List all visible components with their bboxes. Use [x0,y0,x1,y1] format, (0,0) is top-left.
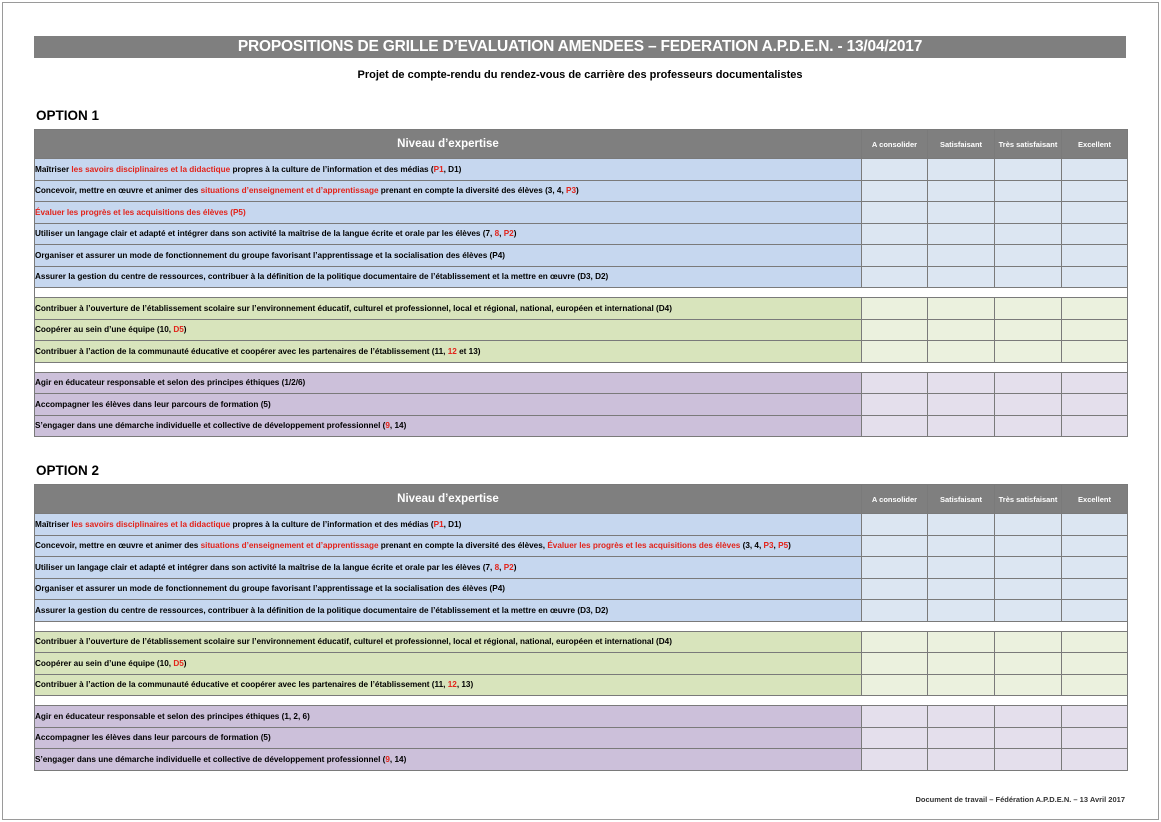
criterion-label [35,727,862,749]
criterion-text: Maîtriser [35,519,72,529]
rating-cell[interactable] [862,557,928,579]
criterion-row [35,245,1128,267]
rating-cell[interactable] [1062,749,1128,771]
criterion-label [35,600,862,622]
rating-cell[interactable] [995,631,1062,653]
rating-cell[interactable] [995,415,1062,437]
option-1-title: OPTION 1 [36,108,100,123]
rating-cell[interactable] [862,706,928,728]
rating-cell[interactable] [1062,514,1128,536]
criterion-text: S’engager dans une démarche individuelle et collective de développement professionnel ( [35,754,386,764]
criterion-row [35,394,1128,416]
rating-cell[interactable] [1062,202,1128,224]
criterion-row [35,415,1128,437]
criterion-label [35,372,862,394]
rating-cell[interactable] [1062,653,1128,675]
criterion-label [35,159,862,181]
rating-cell[interactable] [1062,372,1128,394]
criterion-text: , 13) [456,680,474,690]
rating-cell[interactable] [995,202,1062,224]
criterion-row [35,319,1128,341]
highlighted-text: P3 [763,541,774,551]
criterion-text: ) [513,229,517,239]
option-2-grid [34,484,1128,771]
criterion-label [35,578,862,600]
rating-cell[interactable] [928,706,995,728]
criterion-row [35,653,1128,675]
rating-cell[interactable] [862,266,928,288]
document-title: PROPOSITIONS DE GRILLE D’EVALUATION AMENDEES – FEDERATION A.P.D.E.N. - 13/04/2017 [34,36,1126,58]
rating-cell[interactable] [1062,223,1128,245]
criterion-text: prenant en compte la diversité des élèves, [378,541,548,551]
criterion-label [35,514,862,536]
group-spacer [35,696,1128,706]
criterion-row [35,706,1128,728]
grid-header-row [35,485,1128,514]
rating-cell[interactable] [862,298,928,320]
rating-cell[interactable] [995,674,1062,696]
rating-cell[interactable] [995,319,1062,341]
criterion-text: Contribuer à l’ouverture de l’établissement scolaire sur l’environnement éducatif, culturel et professionnel, local et régional, national, européen et international (D4) [35,637,672,647]
highlighted-text: 8 [494,562,500,572]
criterion-row [35,514,1128,536]
rating-cell[interactable] [928,727,995,749]
rating-cell[interactable] [1062,557,1128,579]
criterion-text: S’engager dans une démarche individuelle et collective de développement professionnel ( [35,421,386,431]
criterion-label [35,319,862,341]
rating-cell[interactable] [862,600,928,622]
rating-cell[interactable] [1062,600,1128,622]
criterion-text: (3, 4, [740,541,764,551]
criterion-text: , 14) [389,421,407,431]
rating-cell[interactable] [862,749,928,771]
criterion-text: ) [183,658,187,668]
criterion-label [35,202,862,224]
rating-cell[interactable] [995,535,1062,557]
criterion-row [35,223,1128,245]
level-header: A consolider [862,130,928,159]
criterion-label [35,266,862,288]
rating-cell[interactable] [928,266,995,288]
group-spacer [35,288,1128,298]
rating-cell[interactable] [1062,319,1128,341]
rating-cell[interactable] [862,535,928,557]
rating-cell[interactable] [995,245,1062,267]
rating-cell[interactable] [928,674,995,696]
rating-cell[interactable] [862,341,928,363]
criterion-label [35,245,862,267]
criterion-label [35,631,862,653]
rating-cell[interactable] [1062,394,1128,416]
criterion-label [35,415,862,437]
highlighted-text: les savoirs disciplinaires et la didactique [71,164,231,174]
rating-cell[interactable] [862,653,928,675]
criterion-label [35,749,862,771]
criterion-text: et 13) [456,346,481,356]
level-header: Très satisfaisant [995,130,1062,159]
highlighted-text: Évaluer les progrès et les acquisitions des élèves [547,541,741,551]
criterion-row [35,578,1128,600]
criterion-row [35,180,1128,202]
rating-cell[interactable] [1062,578,1128,600]
criterion-text: Concevoir, mettre en œuvre et animer des [35,541,201,551]
criterion-text: ) [513,562,517,572]
criterion-row [35,600,1128,622]
rating-cell[interactable] [928,180,995,202]
criterion-text: , [773,541,779,551]
rating-cell[interactable] [1062,727,1128,749]
rating-cell[interactable] [1062,674,1128,696]
rating-cell[interactable] [928,159,995,181]
criterion-text: Organiser et assurer un mode de fonctionnement du groupe favorisant l’apprentissage et la socialisation des élèves (P4) [35,250,506,260]
criterion-text: , D1) [443,164,462,174]
criterion-row [35,159,1128,181]
option-2-title: OPTION 2 [36,463,100,478]
rating-cell[interactable] [995,180,1062,202]
rating-cell[interactable] [995,600,1062,622]
criterion-text: Concevoir, mettre en œuvre et animer des [35,186,201,196]
rating-cell[interactable] [1062,631,1128,653]
rating-cell[interactable] [862,245,928,267]
criterion-text: Utiliser un langage clair et adapté et intégrer dans son activité la maîtrise de la langue écrite et orale par les élèves (7, [35,562,495,572]
criterion-row [35,631,1128,653]
criterion-text: , D1) [443,519,462,529]
rating-cell[interactable] [995,514,1062,536]
criterion-label [35,180,862,202]
rating-cell[interactable] [862,415,928,437]
criterion-row [35,674,1128,696]
highlighted-text: 12 [447,680,457,690]
rating-cell[interactable] [995,159,1062,181]
rating-cell[interactable] [928,202,995,224]
rating-cell[interactable] [995,298,1062,320]
option-1-grid [34,129,1128,437]
group-spacer [35,362,1128,372]
rating-cell[interactable] [928,394,995,416]
rating-cell[interactable] [995,706,1062,728]
rating-cell[interactable] [1062,535,1128,557]
criterion-text: Contribuer à l’action de la communauté éducative et coopérer avec les partenaires de l’établissement (11, [35,680,448,690]
rating-cell[interactable] [862,514,928,536]
rating-cell[interactable] [995,372,1062,394]
rating-cell[interactable] [928,631,995,653]
criterion-row [35,266,1128,288]
rating-cell[interactable] [928,578,995,600]
grid-header-row [35,130,1128,159]
rating-cell[interactable] [1062,415,1128,437]
level-header: A consolider [862,485,928,514]
expertise-level-header: Niveau d’expertise [35,485,862,514]
rating-cell[interactable] [862,674,928,696]
highlighted-text: P2 [503,562,514,572]
criterion-text: Contribuer à l’action de la communauté éducative et coopérer avec les partenaires de l’établissement (11, [35,346,448,356]
rating-cell[interactable] [1062,706,1128,728]
criterion-text: propres à la culture de l’information et des médias ( [230,164,434,174]
rating-cell[interactable] [862,159,928,181]
rating-cell[interactable] [995,557,1062,579]
criterion-row [35,341,1128,363]
rating-cell[interactable] [862,372,928,394]
highlighted-text: D5 [173,325,184,335]
highlighted-text: D5 [173,658,184,668]
rating-cell[interactable] [928,298,995,320]
highlighted-text: Évaluer les progrès et les acquisitions des élèves (P5) [35,207,246,217]
criterion-label [35,535,862,557]
rating-cell[interactable] [928,223,995,245]
rating-cell[interactable] [862,202,928,224]
rating-cell[interactable] [995,578,1062,600]
rating-cell[interactable] [928,341,995,363]
rating-cell[interactable] [995,341,1062,363]
rating-cell[interactable] [1062,245,1128,267]
criterion-text: ) [788,541,791,551]
rating-cell[interactable] [1062,341,1128,363]
rating-cell[interactable] [1062,298,1128,320]
criterion-text: Coopérer au sein d’une équipe (10, [35,658,174,668]
criterion-text: Contribuer à l’ouverture de l’établissement scolaire sur l’environnement éducatif, culturel et professionnel, local et régional, national, européen et international (D4) [35,303,672,313]
rating-cell[interactable] [928,514,995,536]
rating-cell[interactable] [928,245,995,267]
rating-cell[interactable] [862,180,928,202]
criterion-row [35,202,1128,224]
footer-note: Document de travail – Fédération A.P.D.E.N. – 13 Avril 2017 [915,795,1125,804]
highlighted-text: 12 [447,346,457,356]
group-spacer [35,621,1128,631]
criterion-text: Accompagner les élèves dans leur parcours de formation (5) [35,733,271,743]
highlighted-text: P5 [778,541,789,551]
criterion-row [35,727,1128,749]
highlighted-text: P2 [503,229,514,239]
rating-cell[interactable] [995,394,1062,416]
rating-cell[interactable] [995,727,1062,749]
highlighted-text: situations d’enseignement et d’apprentissage [200,541,379,551]
rating-cell[interactable] [995,749,1062,771]
criterion-text: , [499,229,504,239]
rating-cell[interactable] [862,319,928,341]
rating-cell[interactable] [928,415,995,437]
rating-cell[interactable] [862,223,928,245]
highlighted-text: P1 [433,164,444,174]
criterion-text: Agir en éducateur responsable et selon des principes éthiques (1/2/6) [35,378,306,388]
rating-cell[interactable] [995,653,1062,675]
criterion-text: Organiser et assurer un mode de fonctionnement du groupe favorisant l’apprentissage et la socialisation des élèves (P4) [35,584,506,594]
document-subtitle: Projet de compte-rendu du rendez-vous de carrière des professeurs documentalistes [357,69,803,81]
criterion-label [35,653,862,675]
criterion-label [35,674,862,696]
highlighted-text: 9 [385,754,390,764]
rating-cell[interactable] [928,319,995,341]
criterion-text: Maîtriser [35,164,72,174]
expertise-level-header: Niveau d’expertise [35,130,862,159]
rating-cell[interactable] [928,653,995,675]
rating-cell[interactable] [862,631,928,653]
highlighted-text: P1 [433,519,444,529]
criterion-text: Assurer la gestion du centre de ressources, contribuer à la définition de la politique documentaire de l’établissement et la mettre en œuvre (D3, D2) [35,605,609,615]
rating-cell[interactable] [928,749,995,771]
rating-cell[interactable] [928,372,995,394]
criterion-label [35,298,862,320]
level-header: Excellent [1062,130,1128,159]
highlighted-text: 9 [385,421,390,431]
criterion-text: Coopérer au sein d’une équipe (10, [35,325,174,335]
level-header: Très satisfaisant [995,485,1062,514]
criterion-row [35,535,1128,557]
rating-cell[interactable] [928,557,995,579]
criterion-row [35,372,1128,394]
rating-cell[interactable] [862,727,928,749]
criterion-text: Accompagner les élèves dans leur parcours de formation (5) [35,399,271,409]
criterion-text: Assurer la gestion du centre de ressources, contribuer à la définition de la politique documentaire de l’établissement et la mettre en œuvre (D3, D2) [35,272,609,282]
rating-cell[interactable] [928,600,995,622]
criterion-row [35,298,1128,320]
rating-cell[interactable] [862,578,928,600]
criterion-label [35,557,862,579]
criterion-text: propres à la culture de l’information et des médias ( [230,519,434,529]
rating-cell[interactable] [1062,266,1128,288]
rating-cell[interactable] [1062,159,1128,181]
criterion-row [35,749,1128,771]
criterion-text: , 14) [389,754,407,764]
rating-cell[interactable] [995,266,1062,288]
criterion-label [35,394,862,416]
criterion-row [35,557,1128,579]
criterion-text: Agir en éducateur responsable et selon des principes éthiques (1, 2, 6) [35,711,310,721]
rating-cell[interactable] [862,394,928,416]
criterion-text: ) [183,325,187,335]
level-header: Satisfaisant [928,130,995,159]
criterion-label [35,223,862,245]
highlighted-text: P3 [566,186,577,196]
rating-cell[interactable] [995,223,1062,245]
level-header: Excellent [1062,485,1128,514]
highlighted-text: les savoirs disciplinaires et la didactique [71,519,231,529]
criterion-text: ) [576,186,579,196]
criterion-text: , [499,562,504,572]
highlighted-text: situations d’enseignement et d’apprentissage [200,186,379,196]
level-header: Satisfaisant [928,485,995,514]
rating-cell[interactable] [928,535,995,557]
rating-cell[interactable] [1062,180,1128,202]
criterion-text: prenant en compte la diversité des élèves (3, 4, [378,186,566,196]
criterion-label [35,341,862,363]
criterion-label [35,706,862,728]
criterion-text: Utiliser un langage clair et adapté et intégrer dans son activité la maîtrise de la langue écrite et orale par les élèves (7, [35,229,495,239]
highlighted-text: 8 [494,229,500,239]
